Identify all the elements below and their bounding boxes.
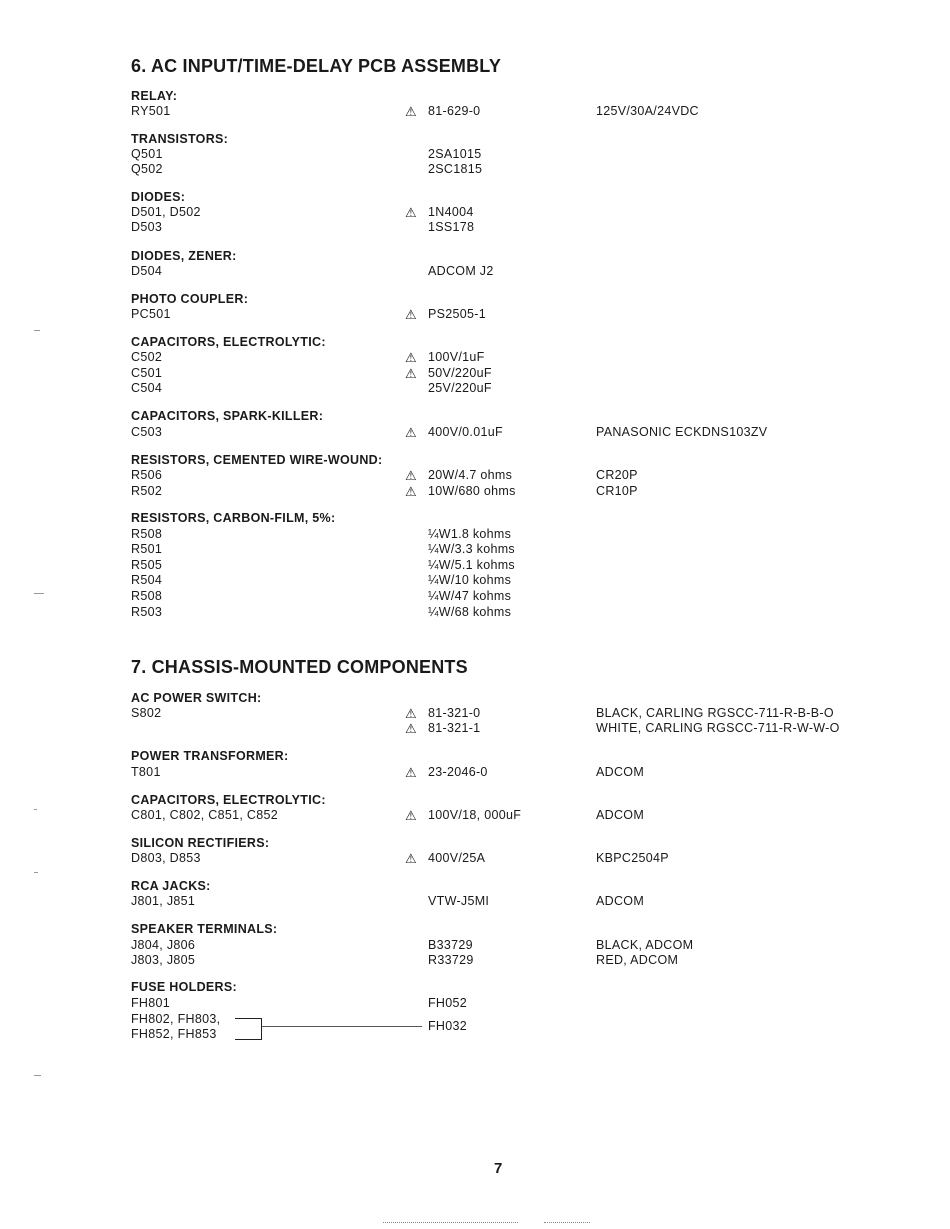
ref-designator: RY501: [131, 104, 171, 118]
group-title-capacitors-spark-killer: CAPACITORS, SPARK-KILLER:: [131, 409, 324, 423]
part-number: 400V/0.01uF: [428, 425, 503, 439]
parts-row: [0, 527, 950, 542]
group-title-silicon-rectifiers: SILICON RECTIFIERS:: [131, 836, 270, 850]
parts-row: [0, 721, 950, 736]
ref-designator: J803, J805: [131, 953, 196, 967]
parts-row: [0, 953, 950, 968]
part-description: BLACK, ADCOM: [596, 938, 694, 952]
safety-warning-icon: ⚠: [405, 484, 417, 499]
part-description: KBPC2504P: [596, 851, 669, 865]
safety-warning-icon: ⚠: [405, 104, 417, 119]
part-number: 81-321-1: [428, 721, 481, 735]
part-number: 400V/25A: [428, 851, 486, 865]
group-title-resistors-wire-wound: RESISTORS, CEMENTED WIRE-WOUND:: [131, 453, 383, 467]
parts-row: [0, 220, 950, 235]
part-number: VTW-J5MI: [428, 894, 490, 908]
parts-row: [0, 104, 950, 119]
part-description: ADCOM: [596, 894, 645, 908]
parts-row: [0, 573, 950, 588]
group-title-relay: RELAY:: [131, 89, 178, 103]
part-number: B33729: [428, 938, 473, 952]
part-number: ¼W/10 kohms: [428, 573, 512, 587]
ref-designator: R508: [131, 527, 163, 541]
group-title-resistors-carbon-film: RESISTORS, CARBON-FILM, 5%:: [131, 511, 336, 525]
parts-row: [0, 765, 950, 780]
part-number: ¼W/5.1 kohms: [428, 558, 515, 572]
parts-row: [0, 147, 950, 162]
section-6-title: 6. AC INPUT/TIME-DELAY PCB ASSEMBLY: [131, 56, 502, 76]
ref-designator: FH801: [131, 996, 171, 1010]
part-number: 2SC1815: [428, 162, 483, 176]
group-title-capacitors-electrolytic: CAPACITORS, ELECTROLYTIC:: [131, 335, 326, 349]
part-description: RED, ADCOM: [596, 953, 679, 967]
part-number: ¼W1.8 kohms: [428, 527, 512, 541]
parts-row: [0, 589, 950, 604]
safety-warning-icon: ⚠: [405, 350, 417, 365]
part-number: 10W/680 ohms: [428, 484, 516, 498]
group-title-power-transformer: POWER TRANSFORMER:: [131, 749, 289, 763]
parts-row: [0, 264, 950, 279]
ref-designator: R502: [131, 484, 163, 498]
group-title-speaker-terminals: SPEAKER TERMINALS:: [131, 922, 278, 936]
ref-designator: Q502: [131, 162, 163, 176]
ref-designator: FH852, FH853: [131, 1027, 217, 1041]
group-title-zener: DIODES, ZENER:: [131, 249, 237, 263]
group-title-diodes: DIODES:: [131, 190, 186, 204]
safety-warning-icon: ⚠: [405, 366, 417, 381]
margin-mark: [34, 809, 37, 810]
part-description: CR10P: [596, 484, 638, 498]
part-number: 81-629-0: [428, 104, 481, 118]
part-description: WHITE, CARLING RGSCC-711-R-W-W-O: [596, 721, 840, 735]
part-number: 81-321-0: [428, 706, 481, 720]
safety-warning-icon: ⚠: [405, 425, 417, 440]
ref-designator: J801, J851: [131, 894, 196, 908]
safety-warning-icon: ⚠: [405, 205, 417, 220]
ref-designator: S802: [131, 706, 162, 720]
ref-designator: C501: [131, 366, 163, 380]
ref-designator: C801, C802, C851, C852: [131, 808, 278, 822]
part-number: 23-2046-0: [428, 765, 488, 779]
part-description: ADCOM: [596, 808, 645, 822]
safety-warning-icon: ⚠: [405, 765, 417, 780]
parts-row: [0, 162, 950, 177]
footer-dotted-rule: [544, 1222, 590, 1223]
ref-designator: T801: [131, 765, 161, 779]
margin-mark: [34, 330, 40, 331]
parts-row: [0, 381, 950, 396]
ref-designator: D503: [131, 220, 163, 234]
ref-designator: R505: [131, 558, 163, 572]
group-title-fuse-holders: FUSE HOLDERS:: [131, 980, 237, 994]
part-number: ¼W/3.3 kohms: [428, 542, 515, 556]
part-number: FH032: [428, 1019, 468, 1033]
parts-row: [0, 851, 950, 866]
parts-row: [0, 307, 950, 322]
margin-mark: [34, 1075, 41, 1076]
ref-designator: D803, D853: [131, 851, 201, 865]
parts-row: [0, 605, 950, 620]
part-number: ¼W/47 kohms: [428, 589, 512, 603]
parts-row: [0, 205, 950, 220]
ref-designator: D504: [131, 264, 163, 278]
ref-designator: PC501: [131, 307, 171, 321]
part-number: 100V/1uF: [428, 350, 485, 364]
part-number: 25V/220uF: [428, 381, 492, 395]
part-description: 125V/30A/24VDC: [596, 104, 699, 118]
safety-warning-icon: ⚠: [405, 468, 417, 483]
ref-designator: FH802, FH803,: [131, 1012, 221, 1026]
ref-designator: C502: [131, 350, 163, 364]
ref-designator: J804, J806: [131, 938, 196, 952]
part-number: PS2505-1: [428, 307, 486, 321]
safety-warning-icon: ⚠: [405, 307, 417, 322]
parts-row: [0, 350, 950, 365]
section-7-title: 7. CHASSIS-MOUNTED COMPONENTS: [131, 657, 468, 677]
ref-designator: R504: [131, 573, 163, 587]
parts-row: [0, 938, 950, 953]
ref-designator: R506: [131, 468, 163, 482]
part-number: FH052: [428, 996, 468, 1010]
group-title-photo-coupler: PHOTO COUPLER:: [131, 292, 249, 306]
parts-row: [0, 706, 950, 721]
part-number: 100V/18, 000uF: [428, 808, 522, 822]
group-title-transistors: TRANSISTORS:: [131, 132, 229, 146]
safety-warning-icon: ⚠: [405, 721, 417, 736]
parts-row: [0, 542, 950, 557]
part-number: 2SA1015: [428, 147, 482, 161]
safety-warning-icon: ⚠: [405, 851, 417, 866]
parts-row: [0, 894, 950, 909]
safety-warning-icon: ⚠: [405, 808, 417, 823]
part-description: PANASONIC ECKDNS103ZV: [596, 425, 768, 439]
footer-dotted-rule: [383, 1222, 518, 1223]
margin-mark: [34, 872, 38, 873]
ref-designator: D501, D502: [131, 205, 201, 219]
parts-row: [0, 808, 950, 823]
page-number: 7: [494, 1160, 503, 1177]
part-number: ¼W/68 kohms: [428, 605, 512, 619]
part-number: 20W/4.7 ohms: [428, 468, 513, 482]
part-number: 1SS178: [428, 220, 475, 234]
parts-row: [0, 468, 950, 483]
group-title-capacitors-electrolytic-chassis: CAPACITORS, ELECTROLYTIC:: [131, 793, 326, 807]
part-description: CR20P: [596, 468, 638, 482]
parts-row: [0, 558, 950, 573]
parts-row: [0, 996, 950, 1011]
ref-designator: R501: [131, 542, 163, 556]
parts-row: [0, 1019, 950, 1034]
parts-row: [0, 484, 950, 499]
ref-designator: C503: [131, 425, 163, 439]
part-number: 1N4004: [428, 205, 474, 219]
group-title-rca-jacks: RCA JACKS:: [131, 879, 211, 893]
ref-designator: Q501: [131, 147, 163, 161]
part-number: 50V/220uF: [428, 366, 492, 380]
ref-designator: C504: [131, 381, 163, 395]
part-number: ADCOM J2: [428, 264, 494, 278]
part-number: R33729: [428, 953, 474, 967]
safety-warning-icon: ⚠: [405, 706, 417, 721]
margin-mark: [34, 593, 44, 594]
part-description: BLACK, CARLING RGSCC-711-R-B-B-O: [596, 706, 834, 720]
ref-designator: R503: [131, 605, 163, 619]
parts-row: [0, 366, 950, 381]
group-title-ac-power-switch: AC POWER SWITCH:: [131, 691, 262, 705]
parts-row: [0, 425, 950, 440]
part-description: ADCOM: [596, 765, 645, 779]
ref-designator: R508: [131, 589, 163, 603]
